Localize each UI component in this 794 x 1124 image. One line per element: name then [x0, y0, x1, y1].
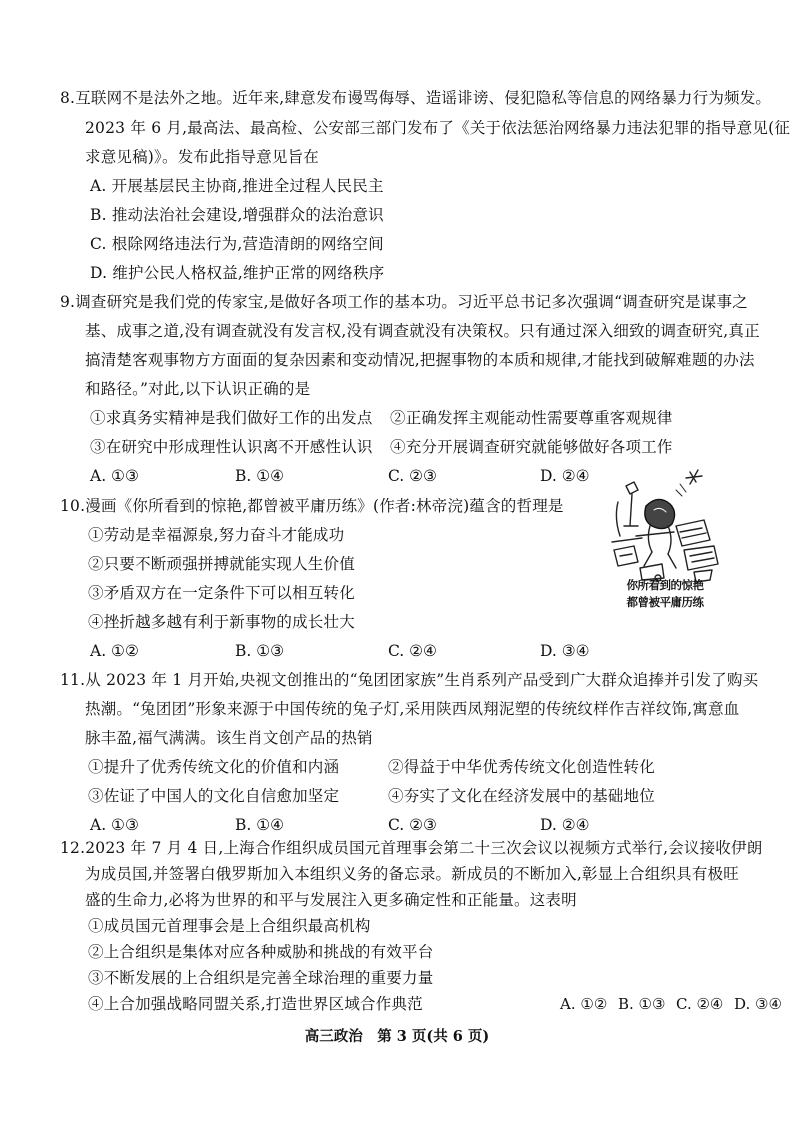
- q8-option-d: D. 维护公民人格权益,维护正常的网络秩序: [90, 264, 385, 282]
- q11-statement-1: ①提升了优秀传统文化的价值和内涵: [88, 758, 340, 776]
- q9-choice-c: C. ②③: [388, 467, 437, 485]
- q8-option-c: C. 根除网络违法行为,营造清朗的网络空间: [90, 235, 384, 253]
- q8-stem-line-1: 8.互联网不是法外之地。近年来,肆意发布谩骂侮辱、造谣诽谤、侵犯隐私等信息的网络暴力行为频发。: [60, 89, 772, 107]
- q10-choice-b: B. ①③: [235, 642, 285, 660]
- q11-statement-3: ③佐证了中国人的文化自信愈加坚定: [88, 787, 340, 805]
- q10-statement-1: ①劳动是幸福源泉,努力奋斗才能成功: [88, 526, 345, 544]
- q12-statement-1: ①成员国元首理事会是上合组织最高机构: [88, 917, 371, 935]
- q12-choice-b: B. ①③: [618, 995, 666, 1013]
- q9-statement-3: ③在研究中形成理性认识离不开感性认识: [90, 438, 373, 456]
- q9-stem-line-2: 基、成事之道,没有调查就没有发言权,没有调查就没有决策权。只有通过深入细致的调查研究,真正: [85, 322, 760, 340]
- q12-choice-d: D. ③④: [734, 995, 782, 1013]
- q12-stem-line-3: 盛的生命力,必将为世界的和平与发展注入更多确定性和正能量。这表明: [85, 891, 577, 909]
- q12-stem-line-1: 12.2023 年 7 月 4 日,上海合作组织成员国元首理事会第二十三次会议以视频方式举行,会议接收伊朗: [60, 839, 763, 857]
- q9-choice-b: B. ①④: [235, 467, 285, 485]
- q10-statement-3: ③矛盾双方在一定条件下可以相互转化: [88, 584, 355, 602]
- q9-stem-line-1: 9.调查研究是我们党的传家宝,是做好各项工作的基本功。习近平总书记多次强调“调查研究是谋事之: [60, 293, 748, 311]
- q11-choice-b: B. ①④: [235, 816, 285, 834]
- q12-statement-4-visible: ④上合加强战略同盟关系,打造世界区域合作典范: [88, 995, 423, 1013]
- q8-stem-line-3: 求意见稿)》。发布此指导意见旨在: [85, 148, 319, 166]
- comic-caption-line-1: 你所看到的惊艳: [626, 578, 704, 592]
- q8-option-a: A. 开展基层民主协商,推进全过程人民民主: [90, 177, 384, 195]
- q11-stem-line-3: 脉丰盈,福气满满。该生肖文创产品的热销: [85, 729, 373, 747]
- q11-statement-2: ②得益于中华优秀传统文化创造性转化: [388, 758, 655, 776]
- q10-choice-d: D. ③④: [540, 642, 590, 660]
- q10-choice-a: A. ①②: [90, 642, 139, 660]
- q12-choice-c: C. ②④: [676, 995, 724, 1013]
- comic-drawing-icon: [606, 466, 724, 584]
- q11-choice-c: C. ②③: [388, 816, 437, 834]
- q11-stem-line-2: 热潮。“兔团团”形象来源于中国传统的兔子灯,采用陕西凤翔泥塑的传统纹样作吉祥纹饰,寓意血: [85, 700, 740, 718]
- q8-stem-line-2: 2023 年 6 月,最高法、最高检、公安部三部门发布了《关于依法惩治网络暴力违法犯罪的指导意见(征: [85, 119, 791, 137]
- q11-stem-line-1: 11.从 2023 年 1 月开始,央视文创推出的“兔团团家族”生肖系列产品受到广大群众追捧并引发了购买: [60, 671, 759, 689]
- q9-statement-1: ①求真务实精神是我们做好工作的出发点: [90, 409, 373, 427]
- q10-choice-c: C. ②④: [388, 642, 437, 660]
- q12-statement-3: ③不断发展的上合组织是完善全球治理的重要力量: [88, 969, 434, 987]
- q9-choice-d: D. ②④: [540, 467, 590, 485]
- q9-stem-line-4: 和路径。”对此,以下认识正确的是: [85, 380, 311, 398]
- comic-caption-line-2: 都曾被平庸历练: [626, 595, 704, 609]
- q12-statement-2: ②上合组织是集体对应各种威胁和挑战的有效平台: [88, 943, 434, 961]
- q9-statement-2: ②正确发挥主观能动性需要尊重客观规律: [390, 409, 673, 427]
- q9-choice-a: A. ①③: [90, 467, 139, 485]
- page-footer: 高三政治 第 3 页(共 6 页): [304, 1028, 490, 1045]
- q12-choice-a: A. ①②: [560, 995, 608, 1013]
- q9-statement-4: ④充分开展调查研究就能够做好各项工作: [390, 438, 673, 456]
- q10-statement-2: ②只要不断顽强拼搏就能实现人生价值: [88, 555, 355, 573]
- q9-stem-line-3: 搞清楚客观事物方方面面的复杂因素和变动情况,把握事物的本质和规律,才能找到破解难题的办法: [85, 351, 755, 369]
- q8-option-b: B. 推动法治社会建设,增强群众的法治意识: [90, 206, 384, 224]
- comic-illustration: [606, 466, 724, 616]
- q11-choice-a: A. ①③: [90, 816, 139, 834]
- q10-stem-line-1: 10.漫画《你所看到的惊艳,都曾被平庸历练》(作者:林帝浣)蕴含的哲理是: [60, 497, 564, 515]
- q12-stem-line-2: 为成员国,并签署白俄罗斯加入本组织义务的备忘录。新成员的不断加入,彰显上合组织具有极旺: [85, 865, 739, 883]
- q11-statement-4: ④夯实了文化在经济发展中的基础地位: [388, 787, 655, 805]
- q10-statement-4: ④挫折越多越有利于新事物的成长壮大: [88, 613, 355, 631]
- q11-choice-d: D. ②④: [540, 816, 590, 834]
